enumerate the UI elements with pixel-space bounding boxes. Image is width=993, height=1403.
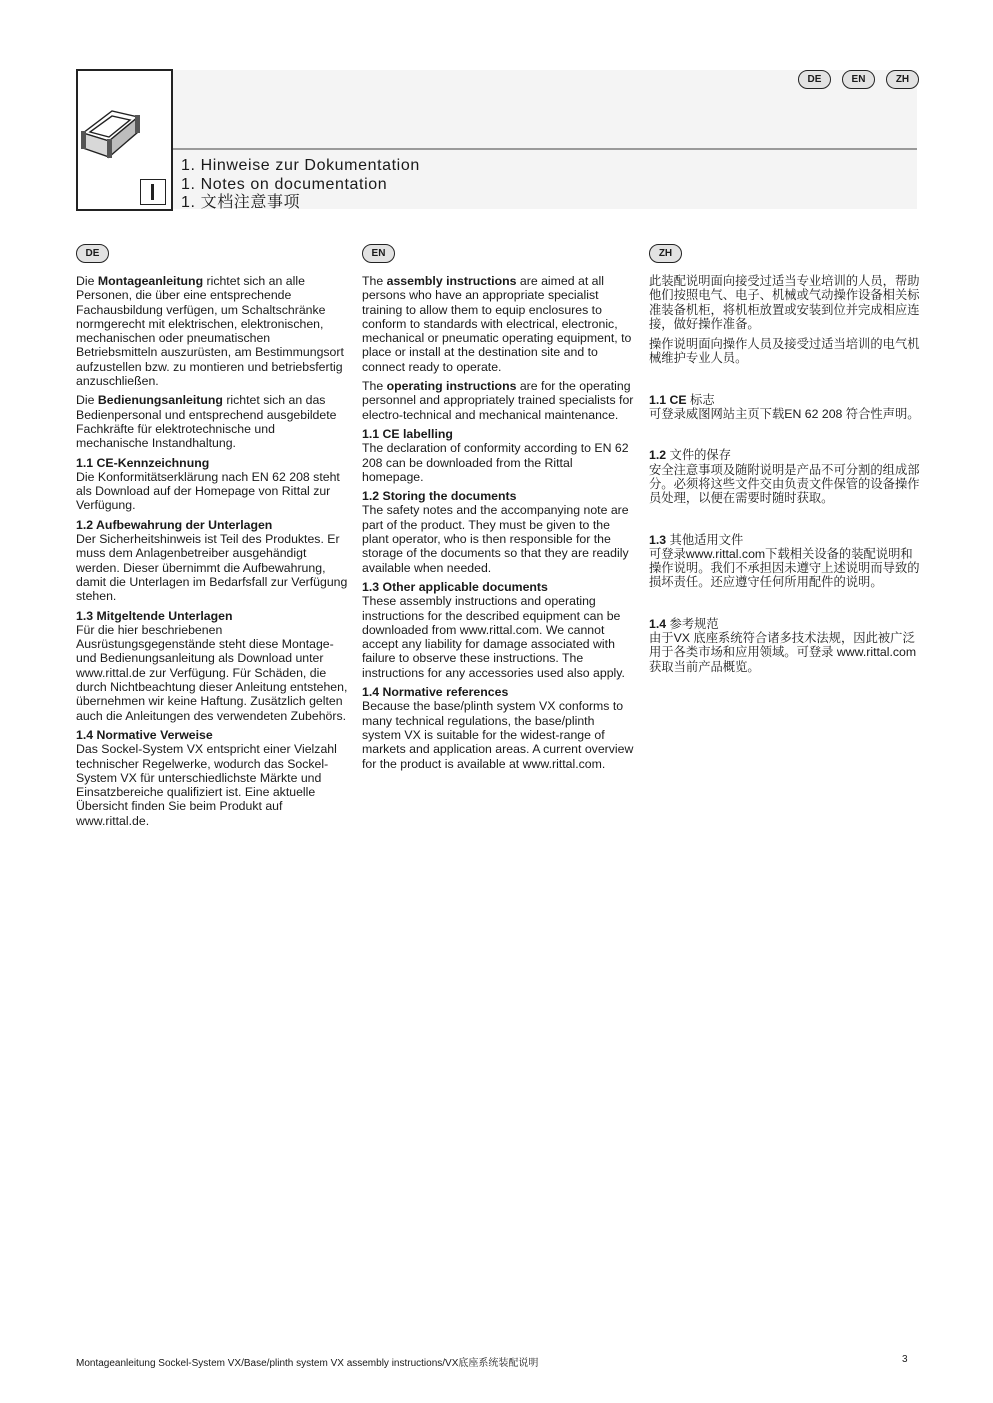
zh-heading-storage [649, 448, 921, 462]
en-text-other-docs: These assembly instructions and operating instructions for the described equipment can be downloaded from www.rittal.com. We cannot accept any liability for damage associated with failure to observe these instructions. The instructions for any accessories used also apply. [362, 594, 625, 680]
de-text-storage: Der Sicherheitshinweis ist Teil des Produktes. Er muss dem Anlagenbetreiber ausgehändigt werden. Dieser übernimmt die Aufbewahrung, damit die Unterlagen im Bedarfsfall zur Verfügung stehen. [76, 532, 348, 604]
column-badge-zh: ZH [649, 244, 682, 263]
de-text-normative: Das Sockel-System VX entspricht einer Vielzahl technischer Regelwerke, wodurch das Sockel-System VX für unterschiedlichste Märkte und Einsatzbereiche qualifiziert ist. Eine aktuelle Übersicht finden Sie beim Produkt auf www.rittal.de. [76, 742, 337, 828]
zh-paragraph-operating: 操作说明面向操作人员及接受过适当培训的电气机械维护专业人员。 [649, 337, 920, 366]
header-rule [173, 148, 917, 150]
de-text-ce: Die Konformitätserklärung nach EN 62 208 steht als Download auf der Homepage von Rittal zur Verfügung. [76, 469, 340, 513]
section-titles [181, 157, 420, 213]
zh-heading-normative [649, 617, 921, 631]
zh-text-ce: 可登录威图网站主页下载EN 62 208 符合性声明。 [649, 407, 920, 422]
lang-badge-zh: ZH [886, 70, 919, 89]
en-text-storage: The safety notes and the accompanying note are part of the product. They must be given to the plant operator, who is then responsible for the storage of the documents so that they are readily available when needed. [362, 503, 629, 575]
de-heading-other-docs: 1.3 Mitgeltende Unterlagen [76, 608, 233, 623]
de-bold-assembly: Montageanleitung [97, 274, 204, 288]
zh-heading-normative-num: 1.4 [649, 616, 667, 631]
zh-text-other-docs: 可登录www.rittal.com下载相关设备的装配说明和操作说明。我们不承担因未遵守上述说明而导致的损坏责任。还应遵守任何所用配件的说明。 [649, 546, 920, 590]
de-operating-rest: richtet sich an das Bedienpersonal und entsprechend ausgebildete Fachkräfte für elektrotechnische und mechanische Instandhaltung. [76, 393, 337, 451]
en-bold-operating: operating instructions [386, 379, 517, 394]
zh-heading-storage-label: 文件的保存 [669, 448, 732, 463]
de-paragraph-operating: Die Bedienungsanleitung richtet sich an das Bedienpersonal und entsprechend ausgebildete Fachkräfte für elektrotechnische und mechanische Instandhaltung. [76, 393, 337, 451]
en-assembly-rest: are aimed at all persons who have an appropriate specialist training to allow them to equip enclosures to conform to standards with electrical, electronic, mechanical or pneumatic operating equipment, to place or install at the destination site and to connect ready to operate. [362, 274, 632, 374]
de-heading-storage: 1.2 Aufbewahrung der Unterlagen [76, 517, 273, 532]
en-heading-storage: 1.2 Storing the documents [362, 489, 517, 504]
de-text-other-docs: Für die hier beschriebenen Ausrüstungsgegenstände steht diese Montage- und Bedienungsanleitung als Download unter www.rittal.de zur Verfügung. Für Schäden, die durch Nichtbeachtung dieser Anleitung entstehen, übernehmen wir keine Haftung. Zusätzlich gelten auch die Anleitungen des verwendeten Zubehörs. [76, 622, 348, 723]
column-de [76, 244, 348, 833]
zh-heading-ce-num: 1.1 CE [649, 392, 687, 407]
chapter-marker-icon [140, 179, 166, 205]
zh-heading-storage-num: 1.2 [649, 448, 667, 463]
column-zh [649, 244, 921, 680]
page-number: 3 [902, 1354, 908, 1365]
lang-badge-de: DE [798, 70, 831, 89]
zh-heading-other-docs [649, 533, 921, 547]
zh-heading-ce [649, 393, 921, 407]
zh-heading-normative-label: 参考规范 [669, 616, 719, 631]
zh-heading-ce-label: 标志 [690, 392, 715, 407]
language-badges [798, 70, 919, 89]
zh-text-normative: 由于VX 底座系统符合诸多技术法规，因此被广泛用于各类市场和应用领域。可登录 www.rittal.com 获取当前产品概览。 [649, 631, 917, 674]
footer-text: Montageanleitung Sockel-System VX/Base/plinth system VX assembly instructions/VX底座系统装配说明 [76, 1358, 539, 1369]
chapter-icon-box [76, 69, 173, 211]
en-text-normative: Because the base/plinth system VX conforms to many technical regulations, the base/plinth system VX is suitable for the widest-range of markets and application areas. A current overview for the product is available at www.rittal.com. [362, 699, 634, 771]
en-operating-rest: are for the operating personnel and appropriately trained specialists for electro-technical and mechanical maintenance. [362, 379, 634, 422]
zh-text-storage: 安全注意事项及随附说明是产品不可分割的组成部分。必须将这些文件交由负责文件保管的设备操作员处理，以便在需要时随时获取。 [649, 462, 920, 506]
zh-heading-other-label: 其他适用文件 [669, 532, 744, 547]
de-heading-ce: 1.1 CE-Kennzeichnung [76, 455, 210, 470]
en-paragraph-assembly: The assembly instructions are aimed at all persons who have an appropriate specialist training to allow them to equip enclosures to conform to standards with electrical, electronic, mechanical or pneumatic operating equipment, to place or install at the destination site and to connect ready to operate. [362, 274, 632, 374]
zh-paragraph-assembly: 此装配说明面向接受过适当专业培训的人员，帮助他们按照电气、电子、机械或气动操作设备相关标准装备机柜，将机柜放置或安装到位并完成相应连接，做好操作准备。 [649, 274, 920, 331]
en-bold-assembly: assembly instructions [386, 274, 517, 288]
en-heading-ce: 1.1 CE labelling [362, 426, 453, 441]
en-paragraph-operating: The operating instructions are for the operating personnel and appropriately trained specialists for electro-technical and mechanical maintenance. [362, 379, 634, 422]
de-bold-operating: Bedienungsanleitung [97, 393, 223, 408]
de-paragraph-assembly: Die Montageanleitung richtet sich an alle Personen, die über eine entsprechende Fachausbildung verfügen, um Schaltschränke normgerecht mit elektrischen, elektronischen, mechanischen oder pneumatischen Betriebsmitteln auszurüsten, am Bestimmungsort aufzustellen bzw. zu montieren und betriebsfertig anzuschließen. [76, 274, 344, 389]
title-zh: 1. 文档注意事项 [181, 194, 301, 211]
lang-badge-en: EN [842, 70, 875, 89]
de-assembly-rest: richtet sich an alle Personen, die über eine entsprechende Fachausbildung verfügen, um Schaltschränke normgerecht mit elektrischen, elektronischen, mechanischen oder pneumatischen Betriebsmitteln auszurüsten, am Bestimmungsort aufzustellen bzw. zu montieren und betriebsfertig anzuschließen. [76, 274, 344, 389]
title-en: 1. Notes on documentation [181, 175, 388, 193]
column-badge-de: DE [76, 244, 109, 263]
en-heading-normative: 1.4 Normative references [362, 685, 509, 700]
column-badge-en: EN [362, 244, 395, 263]
en-heading-other-docs: 1.3 Other applicable documents [362, 579, 548, 594]
de-heading-normative: 1.4 Normative Verweise [76, 727, 213, 742]
column-en [362, 244, 634, 776]
zh-heading-other-num: 1.3 [649, 532, 667, 547]
title-de: 1. Hinweise zur Dokumentation [181, 157, 420, 174]
en-text-ce: The declaration of conformity according to EN 62 208 can be downloaded from the Rittal homepage. [362, 441, 629, 484]
